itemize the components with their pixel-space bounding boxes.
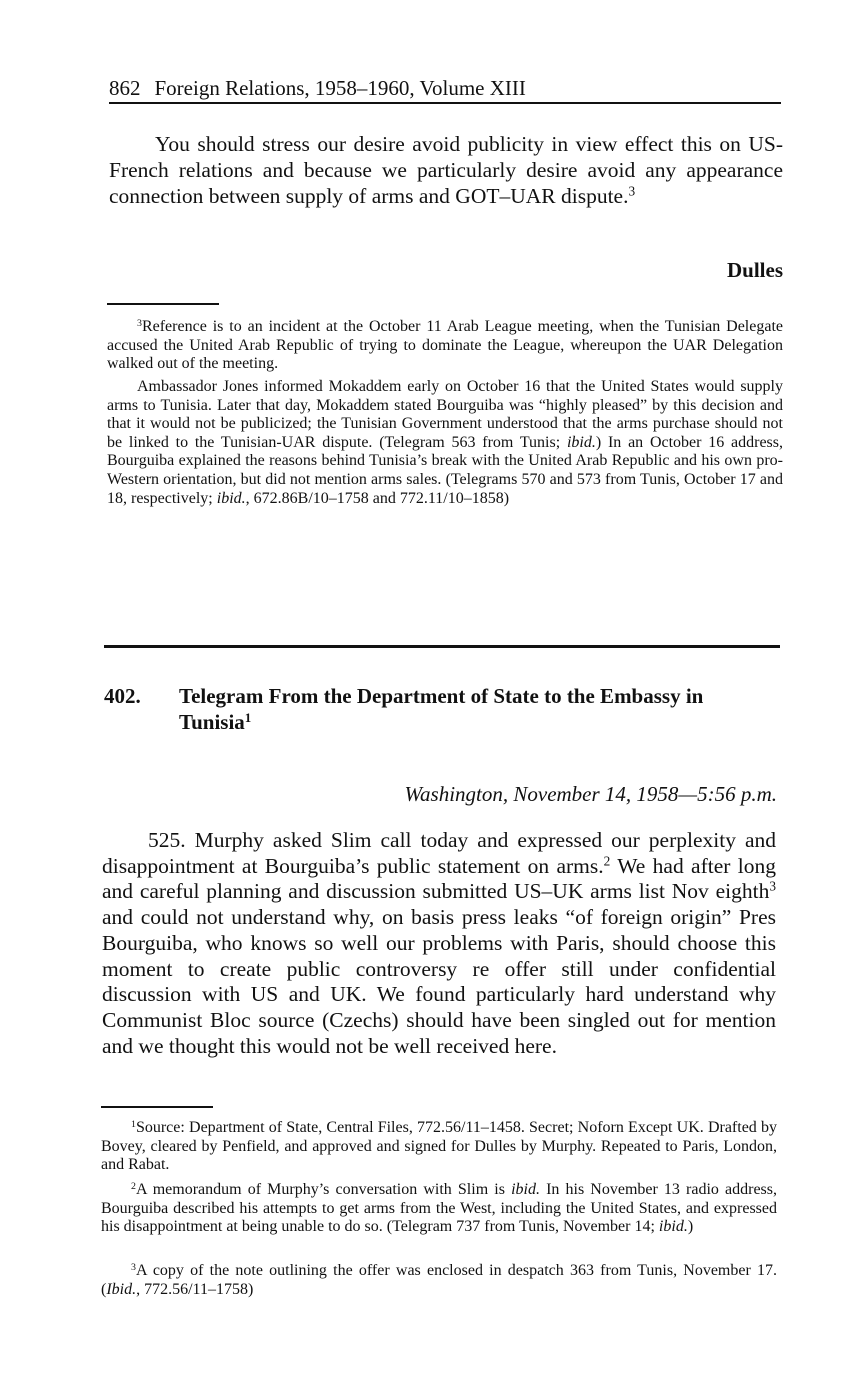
footnote-ref: 3 (769, 879, 776, 895)
page-number: 862 (109, 76, 141, 100)
footnote-3-bottom: $^3$A copy of the note outlining the offer was enclosed in despatch 363 from Tunis, November 17. (Ibid., 772.56/11–1758) (101, 1262, 777, 1298)
document-number: 402. (104, 684, 141, 708)
footnote-marker: 2 (131, 1181, 136, 1193)
footnote-ref: 1 (244, 709, 252, 725)
footnote-1: $^1$Source: Department of State, Central Files, 772.56/11–1458. Secret; Noforn Except UK. Drafted by Bovey, cleared by Penfield, and approved and signed for Dulles by Murphy. Repeated to Paris, London, and Rabat. (101, 1119, 777, 1174)
continuation-paragraph: You should stress our desire avoid publicity in view effect this on US-French relations and because we particularly desire avoid any appearance connection between supply of arms and GOT–UAR dispute.$^3$ (109, 132, 783, 208)
running-header (109, 74, 781, 104)
running-title: Foreign Relations, 1958–1960, Volume XIII (154, 76, 526, 100)
footnote-rule (107, 303, 219, 305)
footnote-rule (101, 1106, 213, 1108)
footnote-ref: 2 (603, 853, 611, 869)
document-title: Telegram From the Department of State to the Embassy in Tunisia$^1$ (179, 684, 704, 734)
footnote-marker: 3 (131, 1262, 136, 1274)
footnote-ref: 3 (628, 183, 636, 199)
telegram-body: 525. Murphy asked Slim call today and expressed our perplexity and disappointment at Bourguiba’s public statement on arms.$^2$ We had after long and careful planning and discussion submitted US–UK arms list Nov eighth$^3$ and could not understand why, on basis press leaks “of foreign origin” Pres Bourguiba, who knows so well our problems with Paris, should choose this moment to create public controversy re offer still under confidential discussion with US and UK. We found particularly hard understand why Communist Bloc source (Czechs) should have been singled out for mention and we thought this would not be well received here. (102, 828, 776, 1058)
footnote-2: $^2$A memorandum of Murphy’s conversation with Slim is ibid. In his November 13 radio address, Bourguiba described his attempts to get arms from the West, including the United States, and expressed his disappointment at being unable to do so. (Telegram 737 from Tunis, November 14; ibid.) (101, 1181, 778, 1236)
dateline: Washington, November 14, 1958—5:56 p.m. (404, 782, 777, 806)
signature: Dulles (726, 258, 783, 282)
footnote-marker: 1 (131, 1119, 136, 1131)
footnote-marker: 3 (137, 318, 142, 330)
section-divider (104, 645, 780, 648)
footnote-3: $^3$Reference is to an incident at the October 11 Arab League meeting, when the Tunisian Delegate accused the United Arab Republic of trying to dominate the League, whereupon the UAR Delegation walked out of the meeting. (107, 318, 783, 373)
footnote-3-continued: Ambassador Jones informed Mokaddem early on October 16 that the United States would supply arms to Tunisia. Later that day, Mokaddem stated Bourguiba was “highly pleased” by this decision and that it would not be publicized; the Tunisian Government understood that the arms purchase should not be linked to the Tunisian-UAR dispute. (Telegram 563 from Tunis; ibid.) In an October 16 address, Bourguiba explained the reasons behind Tunisia’s break with the United Arab Republic and his own pro-Western orientation, but did not mention arms sales. (Telegrams 570 and 573 from Tunis, October 17 and 18, respectively; ibid., 672.86B/10–1758 and 772.11/10–1858) (107, 378, 784, 507)
